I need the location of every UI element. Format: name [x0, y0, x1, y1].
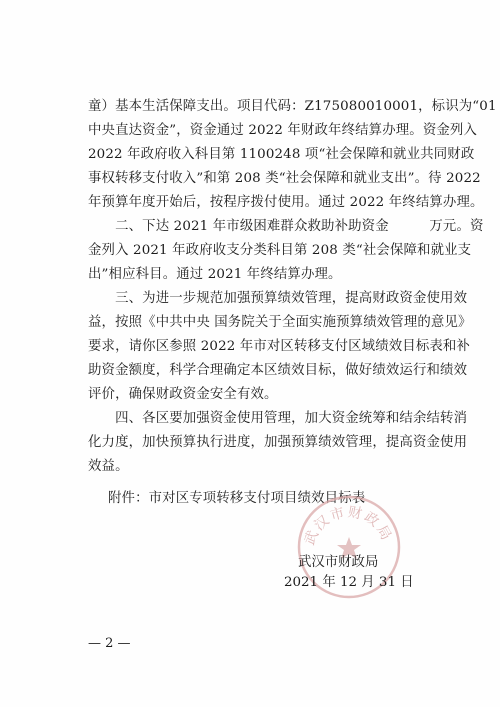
body-line: 童）基本生活保障支出。项目代码：Z175080010001，标识为“01: [88, 99, 497, 114]
body-line: 出”相应科目。通过 2021 年终结算办理。: [88, 267, 342, 282]
issuing-organization: 武汉市财政局: [298, 555, 379, 570]
body-line: 金列入 2021 年政府收支分类科目第 208 类“社会保障和就业支: [88, 243, 472, 258]
body-line: 事权转移支付收入”和第 208 类“社会保障和就业支出”。待 2022: [88, 171, 481, 186]
issue-date: 2021 年 12 月 31 日: [284, 575, 414, 590]
body-line: 2022 年政府收入科目第 1100248 项“社会保障和就业共同财政: [88, 147, 475, 162]
body-line: 助资金额度，科学合理确定本区绩效目标，做好绩效运行和绩效: [88, 363, 468, 378]
body-line: 二、下达 2021 年市级困难群众救助补助资金 万元。资: [88, 219, 484, 234]
body-line: 要求，请你区参照 2022 年市对区转移支付区域绩效目标表和补: [88, 339, 471, 354]
body-line: 中央直达资金”，资金通过 2022 年财政年终结算办理。资金列入: [88, 123, 478, 138]
page-number: — 2 —: [88, 636, 131, 651]
attachment-note: 附件：市对区专项转移支付项目绩效目标表: [108, 491, 366, 506]
body-line: 益，按照《中共中央 国务院关于全面实施预算绩效管理的意见》: [88, 315, 472, 330]
body-line: 评价，确保财政资金安全有效。: [88, 387, 278, 402]
body-line: 四、各区要加强资金使用管理，加大资金统筹和结余结转消: [88, 411, 468, 426]
body-line: 年预算年度开始后，按程序拨付使用。通过 2022 年终结算办理。: [88, 195, 484, 210]
svg-text:武汉市财政局: 武汉市财政局: [301, 504, 395, 548]
body-line: 化力度，加快预算执行进度，加强预算绩效管理，提高资金使用: [88, 435, 468, 450]
body-line: 效益。: [88, 459, 129, 474]
body-line: 三、为进一步规范加强预算绩效管理，提高财政资金使用效: [88, 291, 468, 306]
